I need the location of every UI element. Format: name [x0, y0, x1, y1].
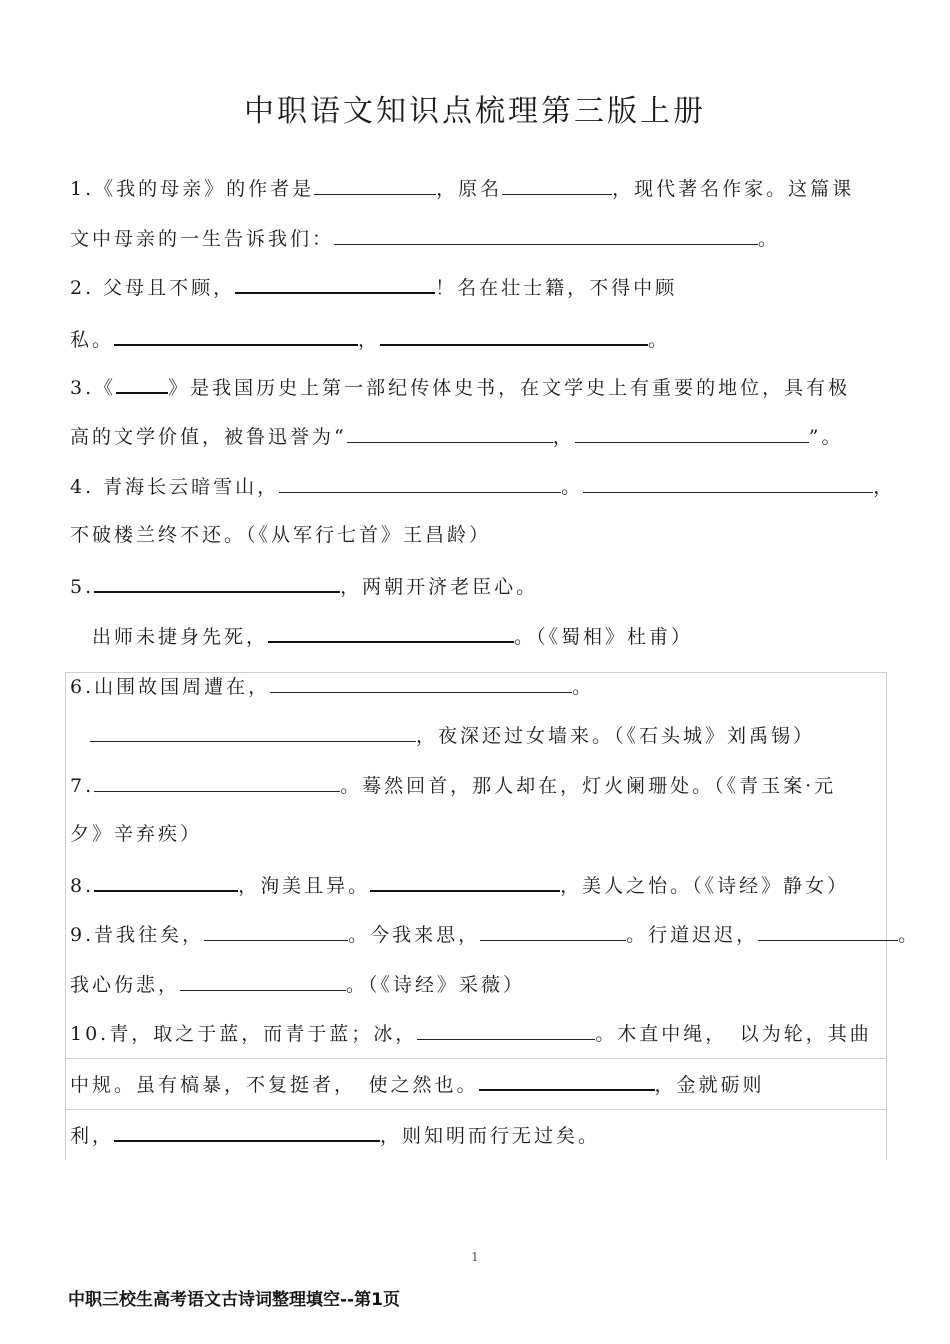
- question-3-line-1: [70, 370, 850, 400]
- question-text: 。木直中绳， 以为轮，其曲: [595, 1023, 872, 1045]
- question-text: 9.昔我往矣，: [70, 924, 205, 946]
- question-text: ，夜深还过女墙来。（《石头城》刘禹锡）: [416, 725, 816, 747]
- question-text: ，洵美且异。: [238, 875, 371, 897]
- answer-blank[interactable]: [94, 868, 238, 892]
- question-text: ，美人之怡。（《诗经》静女）: [560, 875, 850, 897]
- question-10-line-3: [70, 1118, 600, 1148]
- question-7-line-2: [70, 819, 202, 849]
- question-text: 5.: [70, 576, 95, 598]
- answer-blank[interactable]: [114, 322, 358, 346]
- answer-blank[interactable]: [270, 670, 572, 693]
- frame-divider: [65, 1058, 885, 1059]
- question-text: 6.山围故国周遭在，: [70, 676, 271, 698]
- question-6-line-1: [70, 670, 594, 700]
- question-4-line-1: [70, 470, 895, 500]
- question-1-line-2: [70, 222, 780, 252]
- answer-blank[interactable]: [502, 172, 612, 195]
- question-9-line-1: [70, 918, 920, 948]
- question-text: 。蓦然回首，那人却在，灯火阑珊处。（《青玉案·元: [340, 775, 837, 797]
- question-text: 不破楼兰终不还。（《从军行七首》王昌龄）: [70, 524, 492, 546]
- answer-blank[interactable]: [114, 1118, 380, 1142]
- footer-caption: 中职三校生高考语文古诗词整理填空--第1页: [68, 1290, 400, 1310]
- answer-blank[interactable]: [758, 918, 898, 941]
- question-10-line-1: [70, 1017, 872, 1047]
- question-text: ，: [552, 426, 575, 448]
- question-text: 。: [898, 924, 921, 946]
- question-text: 高的文学价值，被鲁迅誉为“: [70, 426, 347, 448]
- question-text: 。: [561, 476, 584, 498]
- question-7-line-1: [70, 769, 836, 799]
- answer-blank[interactable]: [180, 968, 346, 991]
- question-text: 3.《: [70, 377, 117, 399]
- question-10-line-2: [70, 1067, 765, 1097]
- answer-blank[interactable]: [575, 420, 809, 443]
- answer-blank[interactable]: [370, 868, 560, 892]
- answer-blank[interactable]: [90, 719, 416, 742]
- question-text: 。: [648, 329, 671, 351]
- question-text: 7.: [70, 775, 95, 797]
- page-number: 1: [471, 1250, 479, 1264]
- question-5-line-1: [70, 569, 538, 599]
- question-2-line-2: [70, 322, 670, 352]
- answer-blank[interactable]: [204, 918, 348, 941]
- question-2-line-1: [70, 270, 677, 300]
- question-text: 出师未捷身先死，: [92, 626, 269, 648]
- question-text: ，现代著名作家。这篇课: [612, 178, 855, 200]
- question-text: 10.青，取之于蓝，而青于蓝；冰，: [70, 1023, 418, 1045]
- question-text: 。（《诗经》采薇）: [346, 974, 526, 996]
- answer-blank[interactable]: [480, 918, 626, 941]
- question-text: ，原名: [436, 178, 503, 200]
- answer-blank[interactable]: [116, 370, 168, 394]
- question-text: ！名在壮士籍，不得中顾: [435, 277, 678, 299]
- page-title: 中职语文知识点梳理第三版上册: [244, 94, 706, 129]
- question-text: ，则知明而行无过矣。: [380, 1125, 601, 1147]
- question-5-line-2: [92, 619, 693, 649]
- question-text: 文中母亲的一生告诉我们：: [70, 228, 335, 250]
- question-text: 2. 父母且不顾，: [70, 277, 236, 299]
- question-text: ，两朝开济老臣心。: [340, 576, 539, 598]
- answer-blank[interactable]: [94, 569, 340, 593]
- question-text: 我心伤悲，: [70, 974, 181, 996]
- question-text: ，金就砺则: [654, 1074, 765, 1096]
- question-4-line-2: [70, 520, 491, 550]
- answer-blank[interactable]: [479, 1067, 655, 1091]
- answer-blank[interactable]: [380, 322, 648, 346]
- question-8-line-1: [70, 868, 849, 898]
- answer-blank[interactable]: [279, 470, 561, 493]
- question-9-line-2: [70, 968, 525, 998]
- answer-blank[interactable]: [314, 172, 436, 195]
- answer-blank[interactable]: [583, 470, 873, 493]
- question-text: ，: [358, 329, 381, 351]
- question-text: 中规。虽有槁暴，不复挺者， 使之然也。: [70, 1074, 479, 1096]
- question-1-line-1: [70, 172, 854, 202]
- answer-blank[interactable]: [334, 222, 758, 245]
- answer-blank[interactable]: [347, 420, 553, 443]
- answer-blank[interactable]: [417, 1017, 595, 1040]
- question-text: 。（《蜀相》杜甫）: [514, 626, 694, 648]
- question-text: 。: [758, 228, 781, 250]
- question-text: 4. 青海长云暗雪山，: [70, 476, 280, 498]
- question-text: 。行道迟迟，: [626, 924, 759, 946]
- question-text: 利，: [70, 1125, 115, 1147]
- question-text: 。今我来思，: [348, 924, 481, 946]
- question-text: 》是我国历史上第一部纪传体史书，在文学史上有重要的地位，具有极: [168, 377, 851, 399]
- question-3-line-2: [70, 420, 843, 450]
- question-text: 8.: [70, 875, 95, 897]
- question-text: 私。: [70, 329, 115, 351]
- question-text: ，: [873, 476, 896, 498]
- question-text: 1.《我的母亲》的作者是: [70, 178, 315, 200]
- answer-blank[interactable]: [268, 619, 514, 643]
- answer-blank[interactable]: [235, 270, 435, 294]
- question-text: ”。: [808, 426, 844, 448]
- answer-blank[interactable]: [94, 769, 340, 792]
- question-6-line-2: [90, 719, 815, 749]
- question-text: 。: [572, 676, 595, 698]
- question-text: 夕》辛弃疾）: [70, 823, 203, 845]
